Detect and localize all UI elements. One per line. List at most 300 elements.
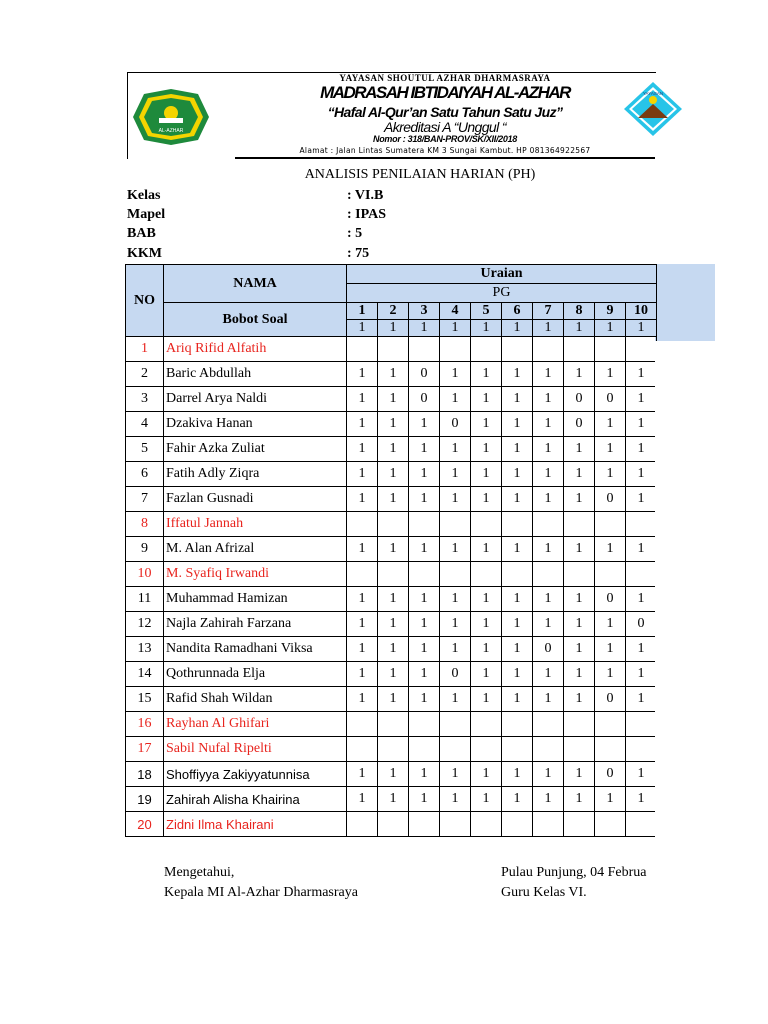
score-cell: 1 [533, 662, 564, 687]
table-row [126, 587, 657, 612]
score-cell [564, 712, 595, 737]
score-cell [378, 562, 409, 587]
uraian-header: Uraian [347, 265, 657, 284]
score-cell: 1 [347, 387, 378, 412]
student-number: 2 [126, 362, 164, 387]
score-cell [626, 337, 657, 362]
score-cell [502, 562, 533, 587]
question-number: 8 [564, 303, 595, 320]
score-cell [564, 512, 595, 537]
letterhead-rule [235, 157, 655, 159]
score-cell: 1 [471, 662, 502, 687]
table-row [126, 712, 657, 737]
student-name: M. Alan Afrizal [164, 537, 347, 562]
student-name: Shoffiyya Zakiyyatunnisa [164, 762, 347, 787]
score-cell: 1 [409, 462, 440, 487]
no-header: NO [126, 265, 164, 337]
score-cell: 1 [595, 462, 626, 487]
score-cell: 1 [440, 362, 471, 387]
score-cell: 1 [378, 387, 409, 412]
info-label: BAB [127, 226, 156, 241]
score-cell [502, 512, 533, 537]
score-cell: 1 [626, 387, 657, 412]
score-cell: 1 [533, 487, 564, 512]
question-number: 9 [595, 303, 626, 320]
question-number: 7 [533, 303, 564, 320]
question-number: 6 [502, 303, 533, 320]
table-row [126, 737, 657, 762]
score-cell: 1 [502, 487, 533, 512]
score-cell: 1 [347, 362, 378, 387]
student-name: Fazlan Gusnadi [164, 487, 347, 512]
student-number: 4 [126, 412, 164, 437]
madrasah-motto: “Hafal Al-Qur’an Satu Tahun Satu Juz” [327, 104, 563, 120]
score-cell: 1 [502, 387, 533, 412]
score-cell [347, 337, 378, 362]
table-row [126, 437, 657, 462]
score-cell: 1 [471, 437, 502, 462]
student-name: Dzakiva Hanan [164, 412, 347, 437]
score-cell: 0 [409, 387, 440, 412]
info-label: Mapel [127, 207, 166, 222]
table-row [126, 362, 657, 387]
accreditation: Akreditasi A “Unggul “ [384, 119, 506, 135]
score-cell: 1 [347, 487, 378, 512]
score-cell: 1 [626, 537, 657, 562]
score-cell: 1 [471, 687, 502, 712]
table-row [126, 637, 657, 662]
page-margin [655, 341, 768, 851]
score-cell: 0 [595, 487, 626, 512]
question-weight: 1 [502, 320, 533, 337]
pg-header: PG [347, 284, 657, 303]
score-cell: 1 [378, 412, 409, 437]
student-number: 1 [126, 337, 164, 362]
score-cell: 1 [378, 662, 409, 687]
score-cell [378, 512, 409, 537]
score-cell: 1 [347, 612, 378, 637]
student-number: 8 [126, 512, 164, 537]
score-cell: 1 [564, 362, 595, 387]
table-row [126, 487, 657, 512]
student-name: Fatih Adly Ziqra [164, 462, 347, 487]
score-cell [471, 737, 502, 762]
sign-right-line2: Guru Kelas VI. [501, 885, 587, 900]
logo-left-caption: AL-AZHAR [158, 128, 184, 134]
score-cell [409, 812, 440, 837]
question-number: 5 [471, 303, 502, 320]
question-number: 1 [347, 303, 378, 320]
info-value: : VI.B [347, 188, 384, 203]
score-cell: 1 [533, 462, 564, 487]
score-cell: 1 [471, 362, 502, 387]
score-table [125, 264, 657, 837]
score-cell [564, 737, 595, 762]
score-cell: 1 [626, 412, 657, 437]
question-weight: 1 [626, 320, 657, 337]
score-cell: 1 [626, 587, 657, 612]
student-name: Fahir Azka Zuliat [164, 437, 347, 462]
question-weight: 1 [471, 320, 502, 337]
score-cell [626, 812, 657, 837]
score-cell: 1 [626, 687, 657, 712]
score-cell: 1 [409, 612, 440, 637]
table-row [126, 787, 657, 812]
page-title: ANALISIS PENILAIAN HARIAN (PH) [304, 167, 536, 182]
student-name: Muhammad Hamizan [164, 587, 347, 612]
score-cell: 1 [595, 362, 626, 387]
score-cell: 1 [347, 462, 378, 487]
bobot-header: Bobot Soal [164, 303, 347, 337]
score-cell [347, 562, 378, 587]
score-cell: 1 [626, 362, 657, 387]
table-row [126, 462, 657, 487]
score-cell: 1 [533, 412, 564, 437]
table-row [126, 762, 657, 787]
score-cell [378, 337, 409, 362]
score-cell: 1 [626, 762, 657, 787]
student-name: Iffatul Jannah [164, 512, 347, 537]
question-number: 10 [626, 303, 657, 320]
student-name: Ariq Rifid Alfatih [164, 337, 347, 362]
score-cell: 1 [564, 612, 595, 637]
score-cell: 1 [440, 437, 471, 462]
score-cell: 1 [378, 762, 409, 787]
score-cell: 1 [409, 487, 440, 512]
score-cell: 1 [440, 462, 471, 487]
score-cell [378, 712, 409, 737]
score-cell: 1 [409, 762, 440, 787]
score-cell: 1 [595, 537, 626, 562]
score-cell: 1 [595, 412, 626, 437]
table-row [126, 512, 657, 537]
score-cell: 1 [378, 612, 409, 637]
score-cell: 1 [626, 637, 657, 662]
score-cell: 1 [471, 587, 502, 612]
score-cell: 1 [471, 462, 502, 487]
student-name: Sabil Nufal Ripelti [164, 737, 347, 762]
score-cell: 1 [502, 537, 533, 562]
score-cell [502, 737, 533, 762]
student-number: 13 [126, 637, 164, 662]
score-cell: 0 [595, 687, 626, 712]
score-cell [595, 562, 626, 587]
madrasah-name: MADRASAH IBTIDAIYAH AL-AZHAR [320, 83, 570, 102]
score-cell [595, 512, 626, 537]
score-cell [409, 337, 440, 362]
nama-header: NAMA [164, 265, 347, 303]
sign-right-line1: Pulau Punjung, 04 Februa [501, 865, 647, 880]
score-cell: 1 [471, 637, 502, 662]
score-cell [626, 712, 657, 737]
score-cell [564, 812, 595, 837]
score-cell: 1 [533, 612, 564, 637]
score-cell: 1 [502, 587, 533, 612]
score-cell [564, 562, 595, 587]
student-number: 10 [126, 562, 164, 587]
question-weight: 1 [595, 320, 626, 337]
question-weight: 1 [347, 320, 378, 337]
table-row [126, 537, 657, 562]
score-cell [595, 737, 626, 762]
table-row [126, 562, 657, 587]
sign-left-line2: Kepala MI Al-Azhar Dharmasraya [164, 885, 358, 900]
score-cell: 0 [440, 412, 471, 437]
student-number: 9 [126, 537, 164, 562]
score-cell: 1 [502, 412, 533, 437]
score-cell [378, 737, 409, 762]
score-cell [471, 337, 502, 362]
score-cell: 1 [409, 662, 440, 687]
table-row [126, 612, 657, 637]
score-cell: 1 [502, 637, 533, 662]
score-cell: 1 [471, 387, 502, 412]
score-cell [533, 337, 564, 362]
score-cell: 0 [533, 637, 564, 662]
score-cell: 1 [409, 687, 440, 712]
score-cell [471, 512, 502, 537]
score-cell [533, 812, 564, 837]
score-cell: 1 [347, 787, 378, 812]
score-cell [347, 737, 378, 762]
score-cell: 1 [595, 437, 626, 462]
score-cell: 1 [564, 637, 595, 662]
score-cell: 1 [378, 362, 409, 387]
score-cell: 1 [564, 462, 595, 487]
student-name: Baric Abdullah [164, 362, 347, 387]
score-cell: 0 [595, 387, 626, 412]
score-cell: 1 [378, 587, 409, 612]
student-name: Rayhan Al Ghifari [164, 712, 347, 737]
score-cell: 1 [409, 437, 440, 462]
score-cell: 1 [471, 762, 502, 787]
score-cell: 1 [533, 687, 564, 712]
student-number: 7 [126, 487, 164, 512]
score-cell [595, 812, 626, 837]
score-cell [533, 512, 564, 537]
score-cell: 1 [440, 762, 471, 787]
header-fill-extension [655, 264, 715, 341]
info-value: : 5 [347, 226, 363, 241]
info-value: : 75 [347, 246, 370, 261]
score-cell: 1 [533, 787, 564, 812]
score-cell [409, 562, 440, 587]
table-row [126, 337, 657, 362]
score-cell [440, 512, 471, 537]
score-cell [409, 737, 440, 762]
score-cell [440, 337, 471, 362]
score-cell: 1 [378, 637, 409, 662]
score-cell [409, 712, 440, 737]
score-cell: 1 [378, 487, 409, 512]
score-cell [502, 337, 533, 362]
score-cell: 1 [440, 587, 471, 612]
score-cell: 1 [409, 787, 440, 812]
score-cell: 1 [471, 537, 502, 562]
student-name: Zidni Ilma Khairani [164, 812, 347, 837]
student-number: 20 [126, 812, 164, 837]
score-cell: 1 [378, 462, 409, 487]
sign-left-line1: Mengetahui, [164, 865, 235, 880]
score-cell [440, 737, 471, 762]
score-cell [595, 337, 626, 362]
score-cell: 1 [564, 687, 595, 712]
table-row [126, 662, 657, 687]
score-cell: 0 [595, 762, 626, 787]
score-cell: 0 [564, 412, 595, 437]
score-cell: 1 [595, 787, 626, 812]
question-number: 4 [440, 303, 471, 320]
student-number: 11 [126, 587, 164, 612]
score-cell: 1 [626, 487, 657, 512]
score-cell: 1 [378, 437, 409, 462]
score-cell: 1 [564, 762, 595, 787]
madrasah-logo-icon [132, 88, 210, 146]
score-cell: 1 [378, 537, 409, 562]
score-cell: 1 [626, 462, 657, 487]
score-cell [440, 562, 471, 587]
score-cell: 1 [471, 412, 502, 437]
score-cell: 1 [595, 612, 626, 637]
score-cell: 1 [564, 587, 595, 612]
score-cell: 1 [347, 537, 378, 562]
student-name: Rafid Shah Wildan [164, 687, 347, 712]
student-number: 5 [126, 437, 164, 462]
score-cell [564, 337, 595, 362]
score-cell: 0 [409, 362, 440, 387]
score-cell: 1 [564, 537, 595, 562]
student-number: 3 [126, 387, 164, 412]
student-number: 15 [126, 687, 164, 712]
info-label: KKM [127, 246, 162, 261]
student-number: 19 [126, 787, 164, 812]
score-cell: 0 [440, 662, 471, 687]
score-cell: 1 [626, 437, 657, 462]
score-cell: 1 [502, 687, 533, 712]
score-cell: 1 [564, 787, 595, 812]
score-cell: 1 [502, 362, 533, 387]
score-cell: 0 [626, 612, 657, 637]
score-cell: 1 [502, 662, 533, 687]
score-cell: 1 [347, 687, 378, 712]
score-cell [440, 812, 471, 837]
score-cell [502, 812, 533, 837]
score-cell: 1 [533, 587, 564, 612]
score-cell [471, 812, 502, 837]
score-cell: 1 [440, 787, 471, 812]
table-row [126, 812, 657, 837]
score-cell [440, 712, 471, 737]
score-cell [533, 737, 564, 762]
yayasan-name: YAYASAN SHOUTUL AZHAR DHARMASRAYA [339, 73, 551, 83]
score-cell: 1 [471, 787, 502, 812]
score-cell: 1 [440, 487, 471, 512]
score-cell: 1 [471, 487, 502, 512]
score-cell: 1 [533, 437, 564, 462]
question-number: 2 [378, 303, 409, 320]
score-cell: 1 [502, 462, 533, 487]
score-cell: 1 [347, 412, 378, 437]
score-cell: 0 [595, 587, 626, 612]
score-cell: 1 [533, 362, 564, 387]
score-cell: 1 [440, 537, 471, 562]
score-cell: 1 [440, 637, 471, 662]
score-cell: 1 [564, 487, 595, 512]
table-row [126, 387, 657, 412]
score-cell [595, 712, 626, 737]
accreditation-number: Nomor : 318/BAN-PROV/SK/XII/2018 [373, 134, 517, 144]
score-cell: 1 [502, 787, 533, 812]
student-number: 6 [126, 462, 164, 487]
student-name: Najla Zahirah Farzana [164, 612, 347, 637]
score-cell [347, 812, 378, 837]
score-cell [626, 512, 657, 537]
score-cell [378, 812, 409, 837]
table-row [126, 412, 657, 437]
score-cell: 1 [502, 612, 533, 637]
score-cell [533, 712, 564, 737]
question-weight: 1 [378, 320, 409, 337]
question-number: 3 [409, 303, 440, 320]
score-cell: 1 [595, 662, 626, 687]
question-weight: 1 [440, 320, 471, 337]
score-cell: 1 [378, 687, 409, 712]
score-cell [626, 737, 657, 762]
score-cell: 1 [347, 437, 378, 462]
logo-right-caption: YAYASAN [642, 91, 664, 96]
score-cell [409, 512, 440, 537]
info-value: : IPAS [347, 207, 387, 222]
student-name: Zahirah Alisha Khairina [164, 787, 347, 812]
info-label: Kelas [127, 188, 161, 203]
score-cell [471, 712, 502, 737]
score-cell: 1 [347, 637, 378, 662]
score-cell: 1 [564, 662, 595, 687]
score-cell: 1 [409, 412, 440, 437]
score-cell [502, 712, 533, 737]
student-number: 14 [126, 662, 164, 687]
score-cell: 1 [440, 612, 471, 637]
student-number: 16 [126, 712, 164, 737]
score-cell: 1 [378, 787, 409, 812]
score-cell: 1 [440, 687, 471, 712]
score-cell: 1 [502, 437, 533, 462]
question-weight: 1 [409, 320, 440, 337]
score-cell [347, 712, 378, 737]
student-name: Darrel Arya Naldi [164, 387, 347, 412]
address: Alamat : Jalan Lintas Sumatera KM 3 Sungai Kambut. HP 081364922567 [299, 146, 591, 155]
score-cell: 1 [502, 762, 533, 787]
table-row [126, 687, 657, 712]
score-cell: 1 [626, 787, 657, 812]
score-cell: 1 [440, 387, 471, 412]
score-cell: 1 [533, 762, 564, 787]
score-cell: 1 [347, 662, 378, 687]
student-number: 17 [126, 737, 164, 762]
score-cell: 1 [595, 637, 626, 662]
score-cell: 1 [471, 612, 502, 637]
student-name: Nandita Ramadhani Viksa [164, 637, 347, 662]
score-cell: 0 [564, 387, 595, 412]
question-weight: 1 [533, 320, 564, 337]
student-number: 12 [126, 612, 164, 637]
score-cell: 1 [347, 762, 378, 787]
score-cell: 1 [626, 662, 657, 687]
student-name: M. Syafiq Irwandi [164, 562, 347, 587]
score-cell: 1 [409, 537, 440, 562]
score-cell: 1 [409, 637, 440, 662]
score-cell: 1 [564, 437, 595, 462]
